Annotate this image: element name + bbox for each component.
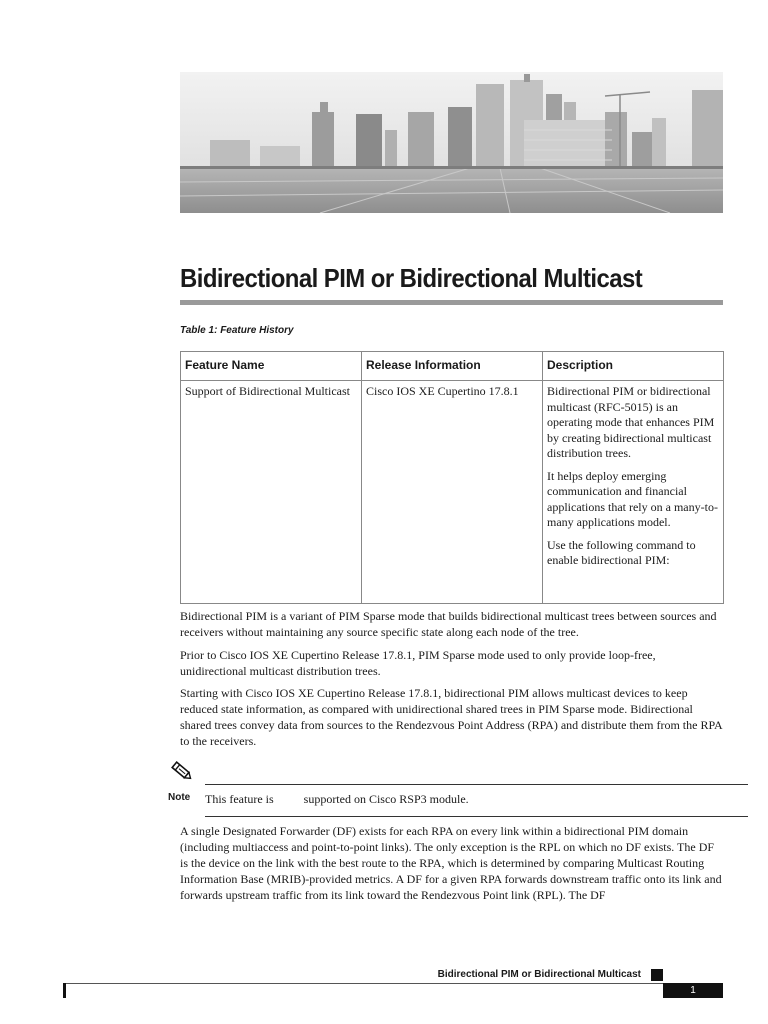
footer-marker: [651, 969, 663, 981]
body-paragraph: Bidirectional PIM is a variant of PIM Sparse mode that builds bidirectional multicast trees between sources and receivers without maintaining any source specific state along each node of the tree.: [180, 609, 717, 639]
note-bottom-rule: [205, 816, 748, 817]
description-paragraph: It helps deploy emerging communication and financial applications that rely on a many-to-many applications model.: [547, 468, 718, 529]
column-header-feature-name: Feature Name: [181, 352, 362, 381]
column-header-release-information: Release Information: [362, 352, 543, 381]
description-cell: [543, 381, 724, 604]
title-underline: [180, 300, 723, 305]
page-title: Bidirectional PIM or Bidirectional Multicast: [180, 263, 643, 293]
body-paragraph: Starting with Cisco IOS XE Cupertino Release 17.8.1, bidirectional PIM allows multicast devices to keep reduced state information, as compared with unidirectional shared trees in PIM Sparse mode. Bidirectional shared trees convey data from sources to the Rendezvous Point Address (RPA) and distribute them from the RPA to the receivers.: [180, 686, 723, 748]
body-paragraph: Prior to Cisco IOS XE Cupertino Release 17.8.1, PIM Sparse mode used to only provide loop-free, unidirectional multicast distribution trees.: [180, 648, 656, 678]
page-number: 1: [663, 983, 723, 998]
header-banner-image: [180, 72, 723, 213]
note-top-rule: [205, 784, 748, 785]
table-row: [181, 381, 724, 604]
pencil-icon: [168, 758, 194, 784]
body-paragraph: A single Designated Forwarder (DF) exists for each RPA on every link within a bidirectional PIM domain (including multiaccess and point-to-point links). The only exception is the RPL on which no DF exists. The DF is the device on the link with the best route to the RPA, which is determined by comparing Multicast Routing Information Base (MRIB)-provided metrics. A DF for a given RPA forwards downstream traffic onto its link and forwards upstream traffic from its link toward the Rendezvous Point link (RPL). The DF: [180, 824, 722, 902]
table-caption: Table 1: Feature History: [180, 325, 294, 336]
column-header-description: Description: [543, 352, 724, 381]
note-label: Note: [168, 792, 191, 803]
note-text: This feature is supported on Cisco RSP3 module.: [205, 792, 469, 806]
footer-tick: [63, 983, 66, 998]
description-paragraph: Bidirectional PIM or bidirectional multicast (RFC-5015) is an operating mode that enhances PIM by creating bidirectional multicast distribution trees.: [547, 384, 715, 460]
release-cell: Cisco IOS XE Cupertino 17.8.1: [362, 381, 543, 604]
footer-chapter-title: Bidirectional PIM or Bidirectional Multicast: [437, 969, 641, 980]
feature-name-cell: Support of Bidirectional Multicast: [181, 381, 362, 604]
description-paragraph: Use the following command to enable bidirectional PIM:: [547, 537, 696, 567]
feature-history-table: [180, 351, 724, 604]
table-header-row: [181, 352, 724, 381]
footer-rule: [65, 983, 723, 984]
